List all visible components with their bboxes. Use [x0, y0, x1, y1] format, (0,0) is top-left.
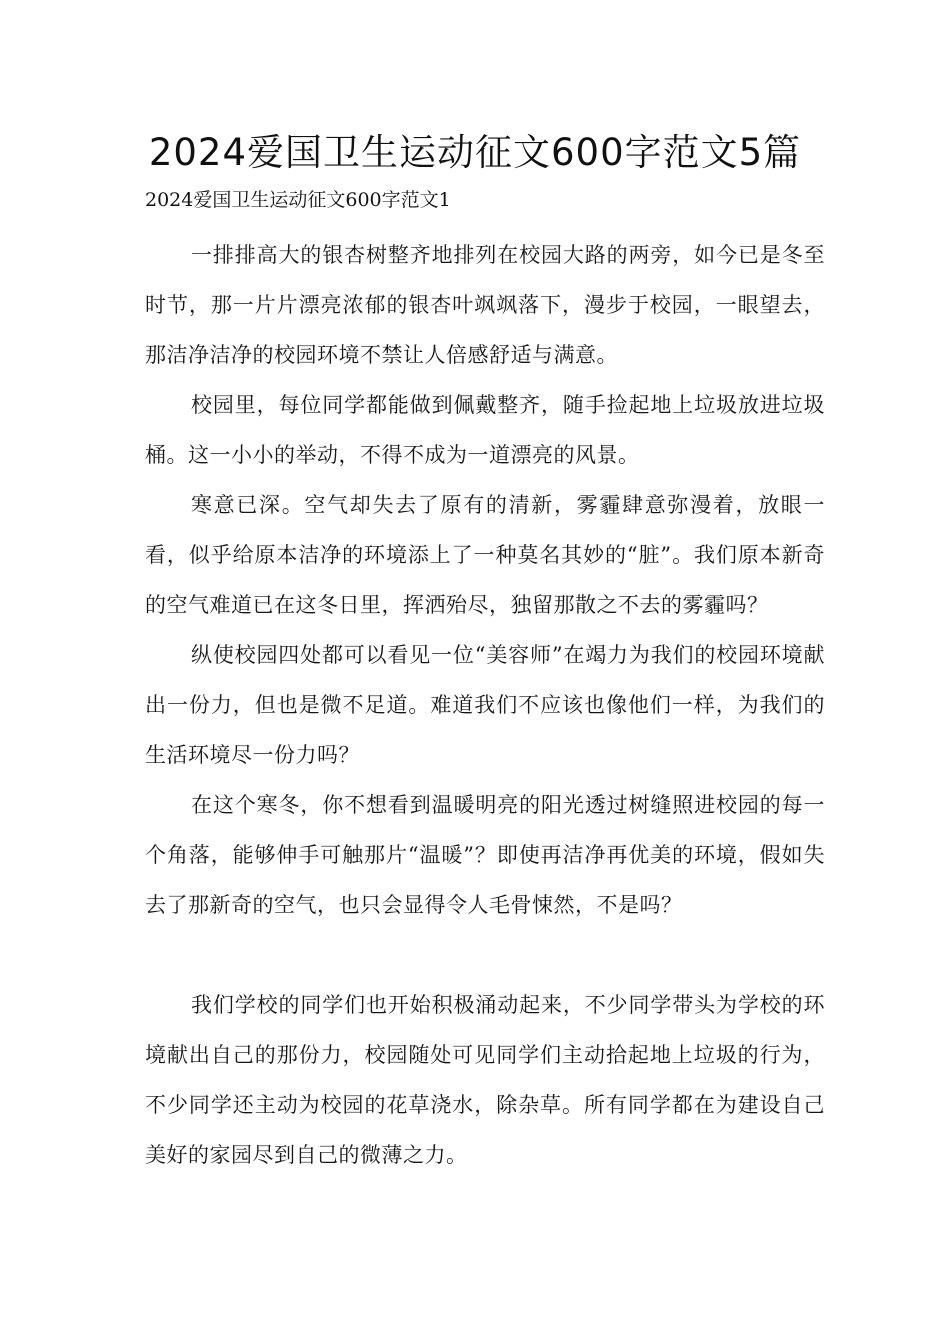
paragraph: 校园里，每位同学都能做到佩戴整齐，随手捡起地上垃圾放进垃圾桶。这一小小的举动，不得不成为一道漂亮的风景。	[145, 393, 825, 467]
document-body	[145, 230, 825, 1180]
paragraph: 我们学校的同学们也开始积极涌动起来，不少同学带头为学校的环境献出自己的那份力，校园随处可见同学们主动拾起地上垃圾的行为，不少同学还主动为校园的花草浇水，除杂草。所有同学都在为建设自己美好的家园尽到自己的微薄之力。	[145, 993, 825, 1167]
document-title: 2024爱国卫生运动征文600字范文5篇	[148, 131, 802, 174]
paragraph: 纵使校园四处都可以看见一位“美容师”在竭力为我们的校园环境献出一份力，但也是微不足道。难道我们不应该也像他们一样，为我们的生活环境尽一份力吗？	[145, 643, 825, 767]
paragraph-spacer	[145, 930, 825, 980]
essay-heading: 2024爱国卫生运动征文600字范文1	[145, 189, 451, 211]
paragraph: 寒意已深。空气却失去了原有的清新，雾霾肆意弥漫着，放眼一看，似乎给原本洁净的环境添上了一种莫名其妙的“脏”。我们原本新奇的空气难道已在这冬日里，挥洒殆尽，独留那散之不去的雾霾吗？	[145, 493, 825, 617]
paragraph: 一排排高大的银杏树整齐地排列在校园大路的两旁，如今已是冬至时节，那一片片漂亮浓郁的银杏叶飒飒落下，漫步于校园，一眼望去，那洁净洁净的校园环境不禁让人倍感舒适与满意。	[145, 243, 825, 367]
paragraph: 在这个寒冬，你不想看到温暖明亮的阳光透过树缝照进校园的每一个角落，能够伸手可触那片“温暖”？即使再洁净再优美的环境，假如失去了那新奇的空气，也只会显得令人毛骨悚然，不是吗？	[145, 793, 825, 917]
